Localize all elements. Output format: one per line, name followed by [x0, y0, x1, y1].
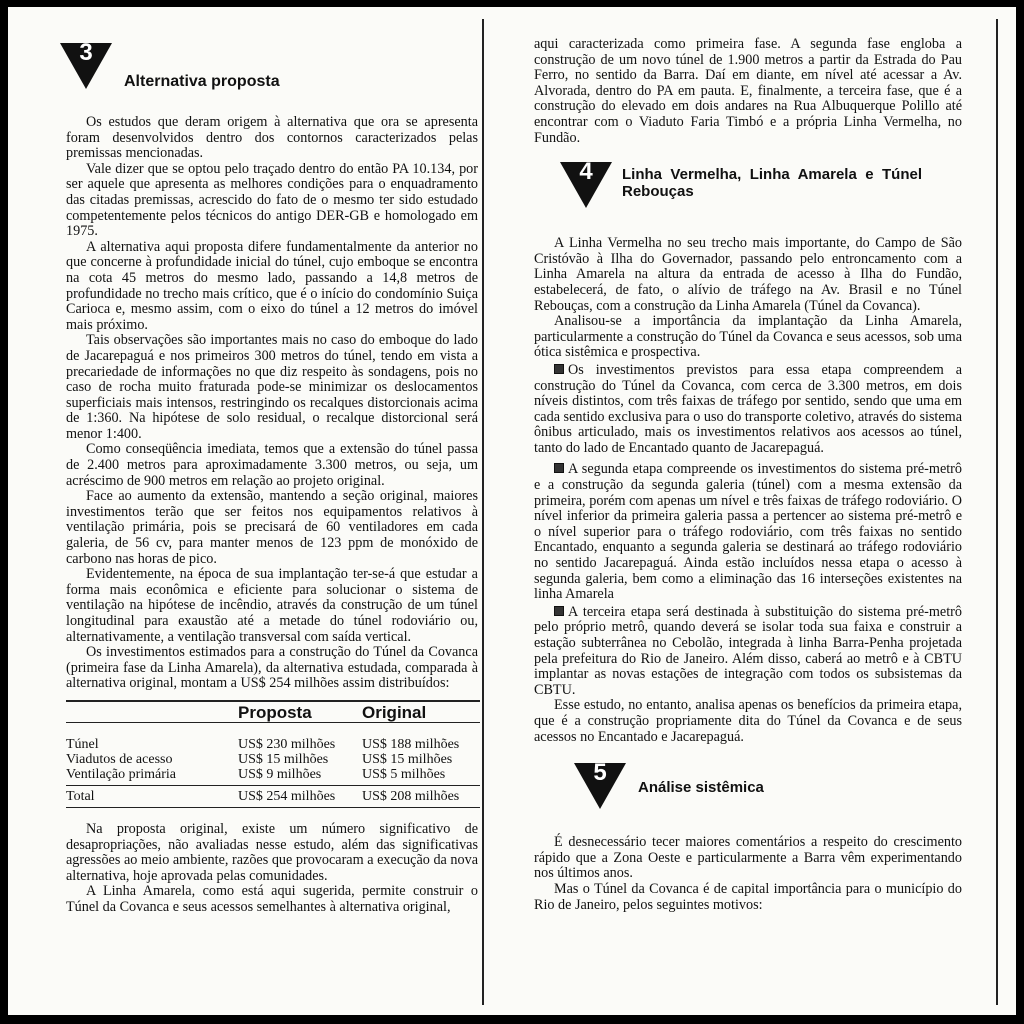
- section-5-header: [534, 745, 962, 829]
- right-column: [534, 37, 962, 913]
- column-rule-left: [482, 19, 484, 1005]
- section-4-header: [534, 146, 962, 226]
- left-column: [66, 7, 478, 916]
- table-row: [66, 767, 480, 786]
- table-total-row: [66, 785, 480, 807]
- table-cell: US$ 5 milhões: [362, 766, 446, 782]
- paragraph: Vale dizer que se optou pelo traçado dentro do então PA 10.134, por ser aquele que apresenta as melhores condições para o enquadramento das citadas premissas, acrescido do fato de o mesmo ter sido estudado competentemente pelos técnicos do antigo DER-GB e homologado em 1975.: [66, 160, 478, 240]
- paragraph: Analisou-se a importância da implantação da Linha Amarela, particularmente a construção do Túnel da Covanca e seus acessos, sob uma ótica sistêmica e prospectiva.: [534, 313, 962, 361]
- paragraph: Evidentemente, na época de sua implantação ter-se-á que estudar a forma mais econômica e eficiente para solucionar o sistema de ventilação na hipótese de incêndio, através da construção de um túnel longitudinal para exaustão até a metade do túnel rodoviário ou, alternativamente, a ventilação transversal com saída vertical.: [66, 566, 478, 645]
- table-header: Proposta: [238, 702, 312, 722]
- bullet-text: A terceira etapa será destinada à substituição do sistema pré-metrô pelo próprio metrô, quando deverá se isolar toda sua faixa e construir a estação subterrânea no Cebolão, integrada à linha Barra-Penha projetada pela prefeitura do Rio de Janeiro. Além disso, caberá ao metrô e à CBTU implantar as novas estações de integração com todos os subsistemas da CBTU.: [534, 603, 962, 698]
- table-cell: US$ 9 milhões: [238, 766, 322, 782]
- paragraph: A Linha Vermelha no seu trecho mais importante, do Campo de São Cristóvão à Ilha do Governador, passando pelo entroncamento com a Linha Amarela na altura da entrada de acesso à Ilha do Fundão, estabelecerá, de fato, o alívio de tráfego na Av. Brasil e no Túnel Rebouças, com a construção da Linha Amarela (Túnel da Covanca).: [534, 235, 962, 314]
- table-cell: US$ 15 milhões: [238, 751, 329, 767]
- table-cell: US$ 254 milhões: [238, 788, 336, 804]
- cost-table: [66, 700, 480, 808]
- paragraph: Como conseqüência imediata, temos que a extensão do túnel passa de 2.400 metros para aproximadamente 3.300 metros, ou seja, um acréscimo de 900 metros em relação ao projeto original.: [66, 441, 478, 489]
- table-row: [66, 752, 480, 767]
- section-number: 3: [79, 39, 93, 66]
- table-cell: Total: [66, 788, 95, 804]
- table-row: [66, 737, 480, 752]
- bullet-text: A segunda etapa compreende os investimentos do sistema pré-metrô e a construção da segunda galeria (túnel) com a mesma extensão da primeira, porém com apenas um nível e três faixas de tráfego rodoviário. O nível inferior da primeira galeria passa a pertencer ao sistema pré-metrô e o nível superior para o tráfego rodoviário, com três faixas no sentido Encantado, enquanto a segunda galeria se destinará ao tráfego rodoviário no sentido Jacarepaguá. Ainda estão incluídos nessa etapa o acesso à segunda galeria, bem como a eliminação das 16 interseções existentes na linha Amarela: [534, 461, 962, 603]
- bullet-text: Os investimentos previstos para essa etapa compreendem a construção do Túnel da Covanca, com cerca de 3.300 metros, em dois níveis distintos, com três faixas de tráfego por sentido, sendo que uma em cada sentido exclusiva para o uso do transporte coletivo, através do sistema ônibus articulado, mais os investimentos relativos aos acessos ao túnel, tanto do lado de Encantado quanto de Jacarepaguá.: [534, 361, 962, 456]
- section-3-header: [66, 7, 478, 115]
- table-cell: US$ 230 milhões: [238, 736, 336, 752]
- table-cell: US$ 15 milhões: [362, 751, 453, 767]
- paragraph: Tais observações são importantes mais no caso do emboque do lado de Jacarepaguá e nos primeiros 300 metros do túnel, tendo em vista a precariedade de informações no que diz respeito às sondagens, pois no caso de rocha muito fraturada pode-se minimizar os deslocamentos superficiais mais intensos, restringindo os recalques distorcionais acima de 1:360. Na hipótese de solo residual, o recalque distorcional será menor 1:400.: [66, 332, 478, 442]
- bullet-icon: [554, 606, 564, 616]
- section-title: Análise sistêmica: [638, 779, 764, 797]
- paragraph: Mas o Túnel da Covanca é de capital importância para o município do Rio de Janeiro, pelos seguintes motivos:: [534, 880, 962, 913]
- table-cell: Viadutos de acesso: [66, 751, 173, 767]
- column-rule-right: [996, 19, 998, 1005]
- table-cell: US$ 208 milhões: [362, 788, 460, 804]
- paragraph: É desnecessário tecer maiores comentários a respeito do crescimento rápido que a Zona Oeste e particularmente a Barra vêm experimentando nos últimos anos.: [534, 834, 962, 882]
- table-cell: US$ 188 milhões: [362, 736, 460, 752]
- section-number: 5: [593, 759, 607, 787]
- paragraph: Na proposta original, existe um número significativo de desapropriações, não avaliadas nesse estudo, além das significativas agressões ao meio ambiente, razões que provocaram a execução da nova alternativa, hoje aprovada pelas comunidades.: [66, 820, 478, 884]
- document-page: [8, 7, 1016, 1015]
- table-cell: Ventilação primária: [66, 766, 177, 782]
- bullet-paragraph: [534, 363, 962, 457]
- table-cell: Túnel: [66, 736, 99, 752]
- table-header: [66, 701, 238, 723]
- bullet-paragraph: [534, 605, 962, 699]
- paragraph: Face ao aumento da extensão, mantendo a seção original, maiores investimentos terão que ser feitos nos equipamentos relativos à ventilação primária, pois se precisará de 60 ventiladores em cada galeria, de 56 cv, para manter menos de 123 ppm de monóxido de carbono nas horas de pico.: [66, 488, 478, 567]
- table-header: Original: [362, 702, 427, 722]
- bullet-icon: [554, 364, 564, 374]
- paragraph: aqui caracterizada como primeira fase. A segunda fase engloba a construção de um novo túnel de 1.900 metros a partir da Estrada do Pau Ferro, no sentido da Barra. Daí em diante, em nível até acessar a Av. Alvorada, dentro do PA em pauta. E, finalmente, a terceira fase, que é a construção do elevado em dois andares na Rua Albuquerque Polillo até encontrar com o Viaduto Faria Timbó e a própria Linha Vermelha, no Fundão.: [534, 36, 962, 146]
- paragraph: A alternativa aqui proposta difere fundamentalmente da anterior no que concerne à profundidade inicial do túnel, cujo emboque se encontra na cota 45 metros do mesmo lado, passando a 14,8 metros de profundidade no trecho mais crítico, que é o início do condomínio Suiça Carioca e, mesmo assim, com o eixo do túnel a 12 metros do imóvel mais próximo.: [66, 238, 478, 333]
- bullet-paragraph: [534, 462, 962, 602]
- section-title: Alternativa proposta: [124, 73, 280, 90]
- bullet-icon: [554, 463, 564, 473]
- section-title: Linha Vermelha, Linha Amarela e Túnel Rebouças: [622, 166, 922, 201]
- paragraph: Os estudos que deram origem à alternativa que ora se apresenta foram desenvolvidos dentro dos contornos caracterizados pelas premissas mencionadas.: [66, 114, 478, 162]
- section-number: 4: [579, 158, 593, 186]
- paragraph: Os investimentos estimados para a construção do Túnel da Covanca (primeira fase da Linha Amarela), da alternativa estudada, comparada à alternativa original, montam a US$ 254 milhões assim distribuídos:: [66, 644, 478, 692]
- paragraph: A Linha Amarela, como está aqui sugerida, permite construir o Túnel da Covanca e seus acessos semelhantes à alternativa original,: [66, 883, 478, 915]
- paragraph: Esse estudo, no entanto, analisa apenas os benefícios da primeira etapa, que é a construção propriamente dita do Túnel da Covanca e de seus acessos no Encantado e Jacarepaguá.: [534, 697, 962, 745]
